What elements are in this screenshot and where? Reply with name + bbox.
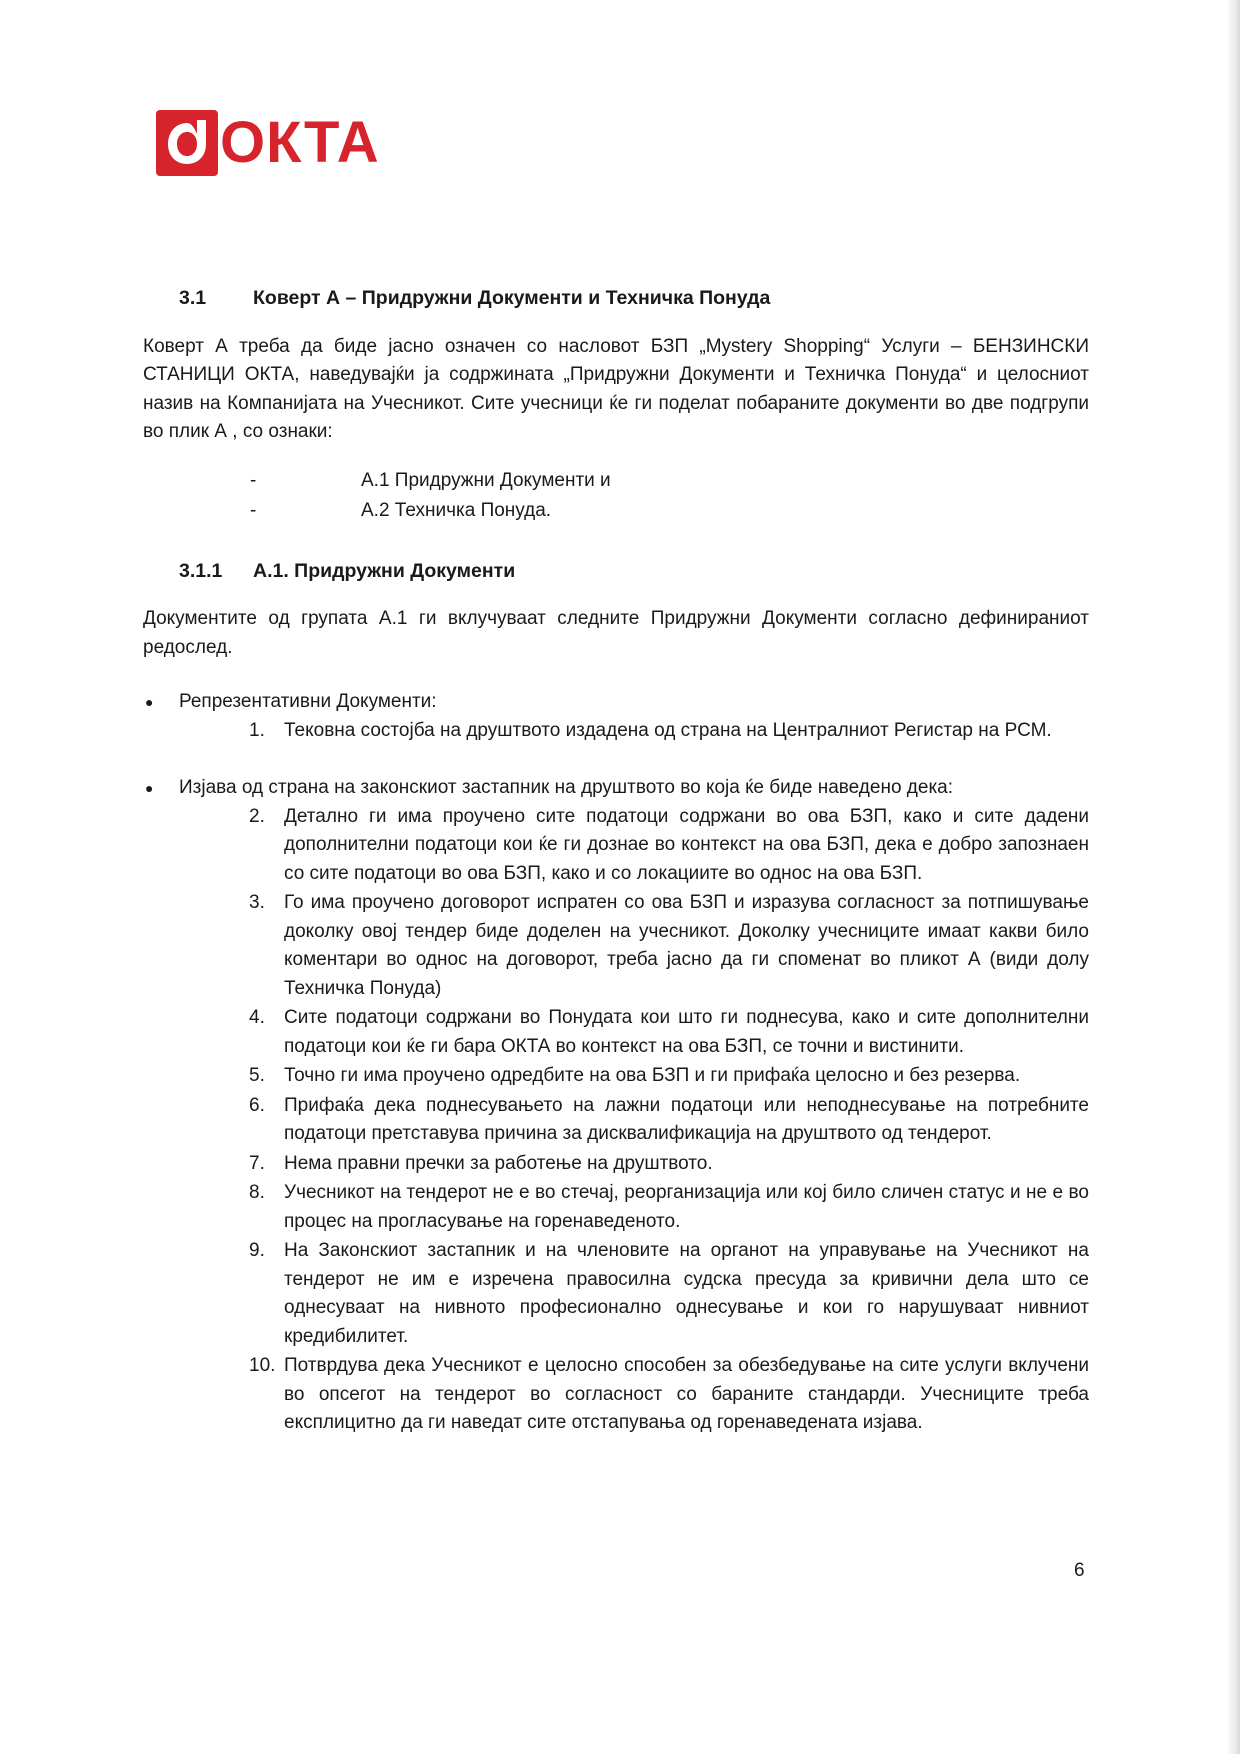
list-item — [249, 1179, 1089, 1236]
item-text: Детално ги има проучено сите податоци содржани во ова БЗП, како и сите дадени дополнителни податоци кои ќе ги дознае во контекст на ова БЗП, дека е добро запознаен со сите податоци во ова БЗП, како и со локациите во однос на ова БЗП. — [284, 805, 1089, 884]
list-item — [249, 1062, 1089, 1091]
subsection-title: А.1. Придружни Документи — [253, 559, 516, 582]
page-number: 6 — [1074, 1560, 1085, 1581]
numbered-list — [249, 803, 1089, 1438]
item-number: 4. — [249, 1007, 265, 1028]
item-text: Точно ги има проучено одредбите на ова БЗП и ги прифаќа целосно и без резерва. — [284, 1065, 1021, 1086]
section-number: 3.1 — [179, 287, 207, 309]
list-item — [249, 1150, 1089, 1179]
list-item — [249, 1237, 1089, 1351]
page-edge-shadow — [1226, 0, 1240, 1754]
bullet-dot-icon: ● — [145, 780, 154, 796]
subsection-heading — [179, 557, 1089, 586]
okta-drop-mark-icon — [156, 110, 218, 176]
item-text: Го има проучено договорот испратен со ова БЗП и изразува согласност за потпишување доколку овој тендер биде доделен на учесникот. Доколку учесниците имаат какви било коментари во однос на договорот, треба јасно да ги споменат во пликот А (види долу Техничка Понуда) — [284, 892, 1089, 999]
list-item — [249, 1004, 1089, 1061]
item-text: На Законскиот застапник и на членовите на органот на управување на Учесникот на тендерот не им е изречена правосилна судска пресуда за кривични дела што се однесуваат на нивното професионално однесување и кои го нарушуваат нивниот кредибилитет. — [284, 1240, 1089, 1347]
subsection-intro-paragraph: Документите од групата А.1 ги вклучуваат следните Придружни Документи согласно дефинираниот редослед. — [143, 608, 1089, 658]
subsection-number: 3.1.1 — [179, 559, 223, 582]
item-number: 10. — [249, 1355, 276, 1376]
item-number: 3. — [249, 892, 265, 913]
bullet-text: Репрезентативни Документи: — [179, 691, 437, 712]
item-number: 6. — [249, 1094, 265, 1116]
list-item — [249, 1352, 1089, 1438]
bullet-item — [143, 774, 1089, 803]
item-text: Потврдува дека Учесникот е целосно способен за обезбедување на сите услуги вклучени во опсегот на тендерот во согласност со бараните стандарди. Учесниците треба експлицитно да ги наведат сите отстапувања од горенаведената изјава. — [284, 1355, 1089, 1433]
item-number: 8. — [249, 1182, 265, 1203]
dash-item-text: А.1 Придружни Документи и — [361, 469, 611, 491]
item-number: 5. — [249, 1065, 265, 1086]
logo-wordmark: ОКТА — [220, 110, 380, 175]
dash-list-item — [143, 497, 1089, 527]
bullet-item — [143, 688, 1089, 717]
dash-marker: - — [250, 499, 257, 521]
list-item — [249, 1092, 1089, 1149]
item-text: Сите податоци содржани во Понудата кои што ги поднесува, како и сите дополнителни податоци кои ќе ги бара ОКТА во контекст на ова БЗП, се точни и вистинити. — [284, 1007, 1089, 1057]
dash-item-text: А.2 Техничка Понуда. — [361, 499, 552, 521]
item-text: Прифаќа дека поднесувањето на лажни податоци или неподнесување на потребните податоци претставува причина за дисквалификација на друштвото од тендерот. — [284, 1094, 1089, 1144]
list-item — [249, 717, 1089, 746]
statement-block — [143, 774, 1089, 1438]
item-text: Тековна состојба на друштвото издадена од страна на Централниот Регистар на РСМ. — [284, 719, 1052, 741]
item-number: 1. — [249, 719, 265, 741]
dash-list-item — [143, 467, 1089, 497]
document-body — [143, 284, 1089, 1439]
okta-logo — [156, 110, 380, 176]
item-text: Учесникот на тендерот не е во стечај, реорганизација или кој било сличен статус и не е во процес на прогласување на горенаведеното. — [284, 1182, 1089, 1232]
envelope-dash-list — [143, 467, 1089, 527]
bullet-text: Изјава од страна на законскиот застапник на друштвото во која ќе биде наведено дека: — [179, 777, 954, 798]
representative-documents-block — [143, 688, 1089, 745]
item-number: 2. — [249, 805, 265, 827]
bullet-dot-icon: ● — [145, 694, 154, 710]
list-item — [249, 889, 1089, 1003]
item-number: 9. — [249, 1240, 265, 1261]
section-heading — [179, 284, 1089, 313]
section-intro-paragraph: Коверт А треба да биде јасно означен со насловот БЗП „Mystery Shopping“ Услуги – БЕНЗИНСКИ СТАНИЦИ ОКТА, наведувајќи ја содржината „Придружни Документи и Техничка Понуда“ и целосниот назив на Компанијата на Учесникот. Сите учесници ќе ги поделат побараните документи во две подгрупи во плик А , со ознаки: — [143, 335, 1089, 442]
section-title: Коверт А – Придружни Документи и Техничка Понуда — [253, 287, 771, 309]
dash-marker: - — [250, 469, 257, 491]
item-text: Нема правни пречки за работење на друштвото. — [284, 1152, 713, 1174]
list-item — [249, 803, 1089, 889]
numbered-list — [249, 717, 1089, 746]
item-number: 7. — [249, 1152, 265, 1174]
